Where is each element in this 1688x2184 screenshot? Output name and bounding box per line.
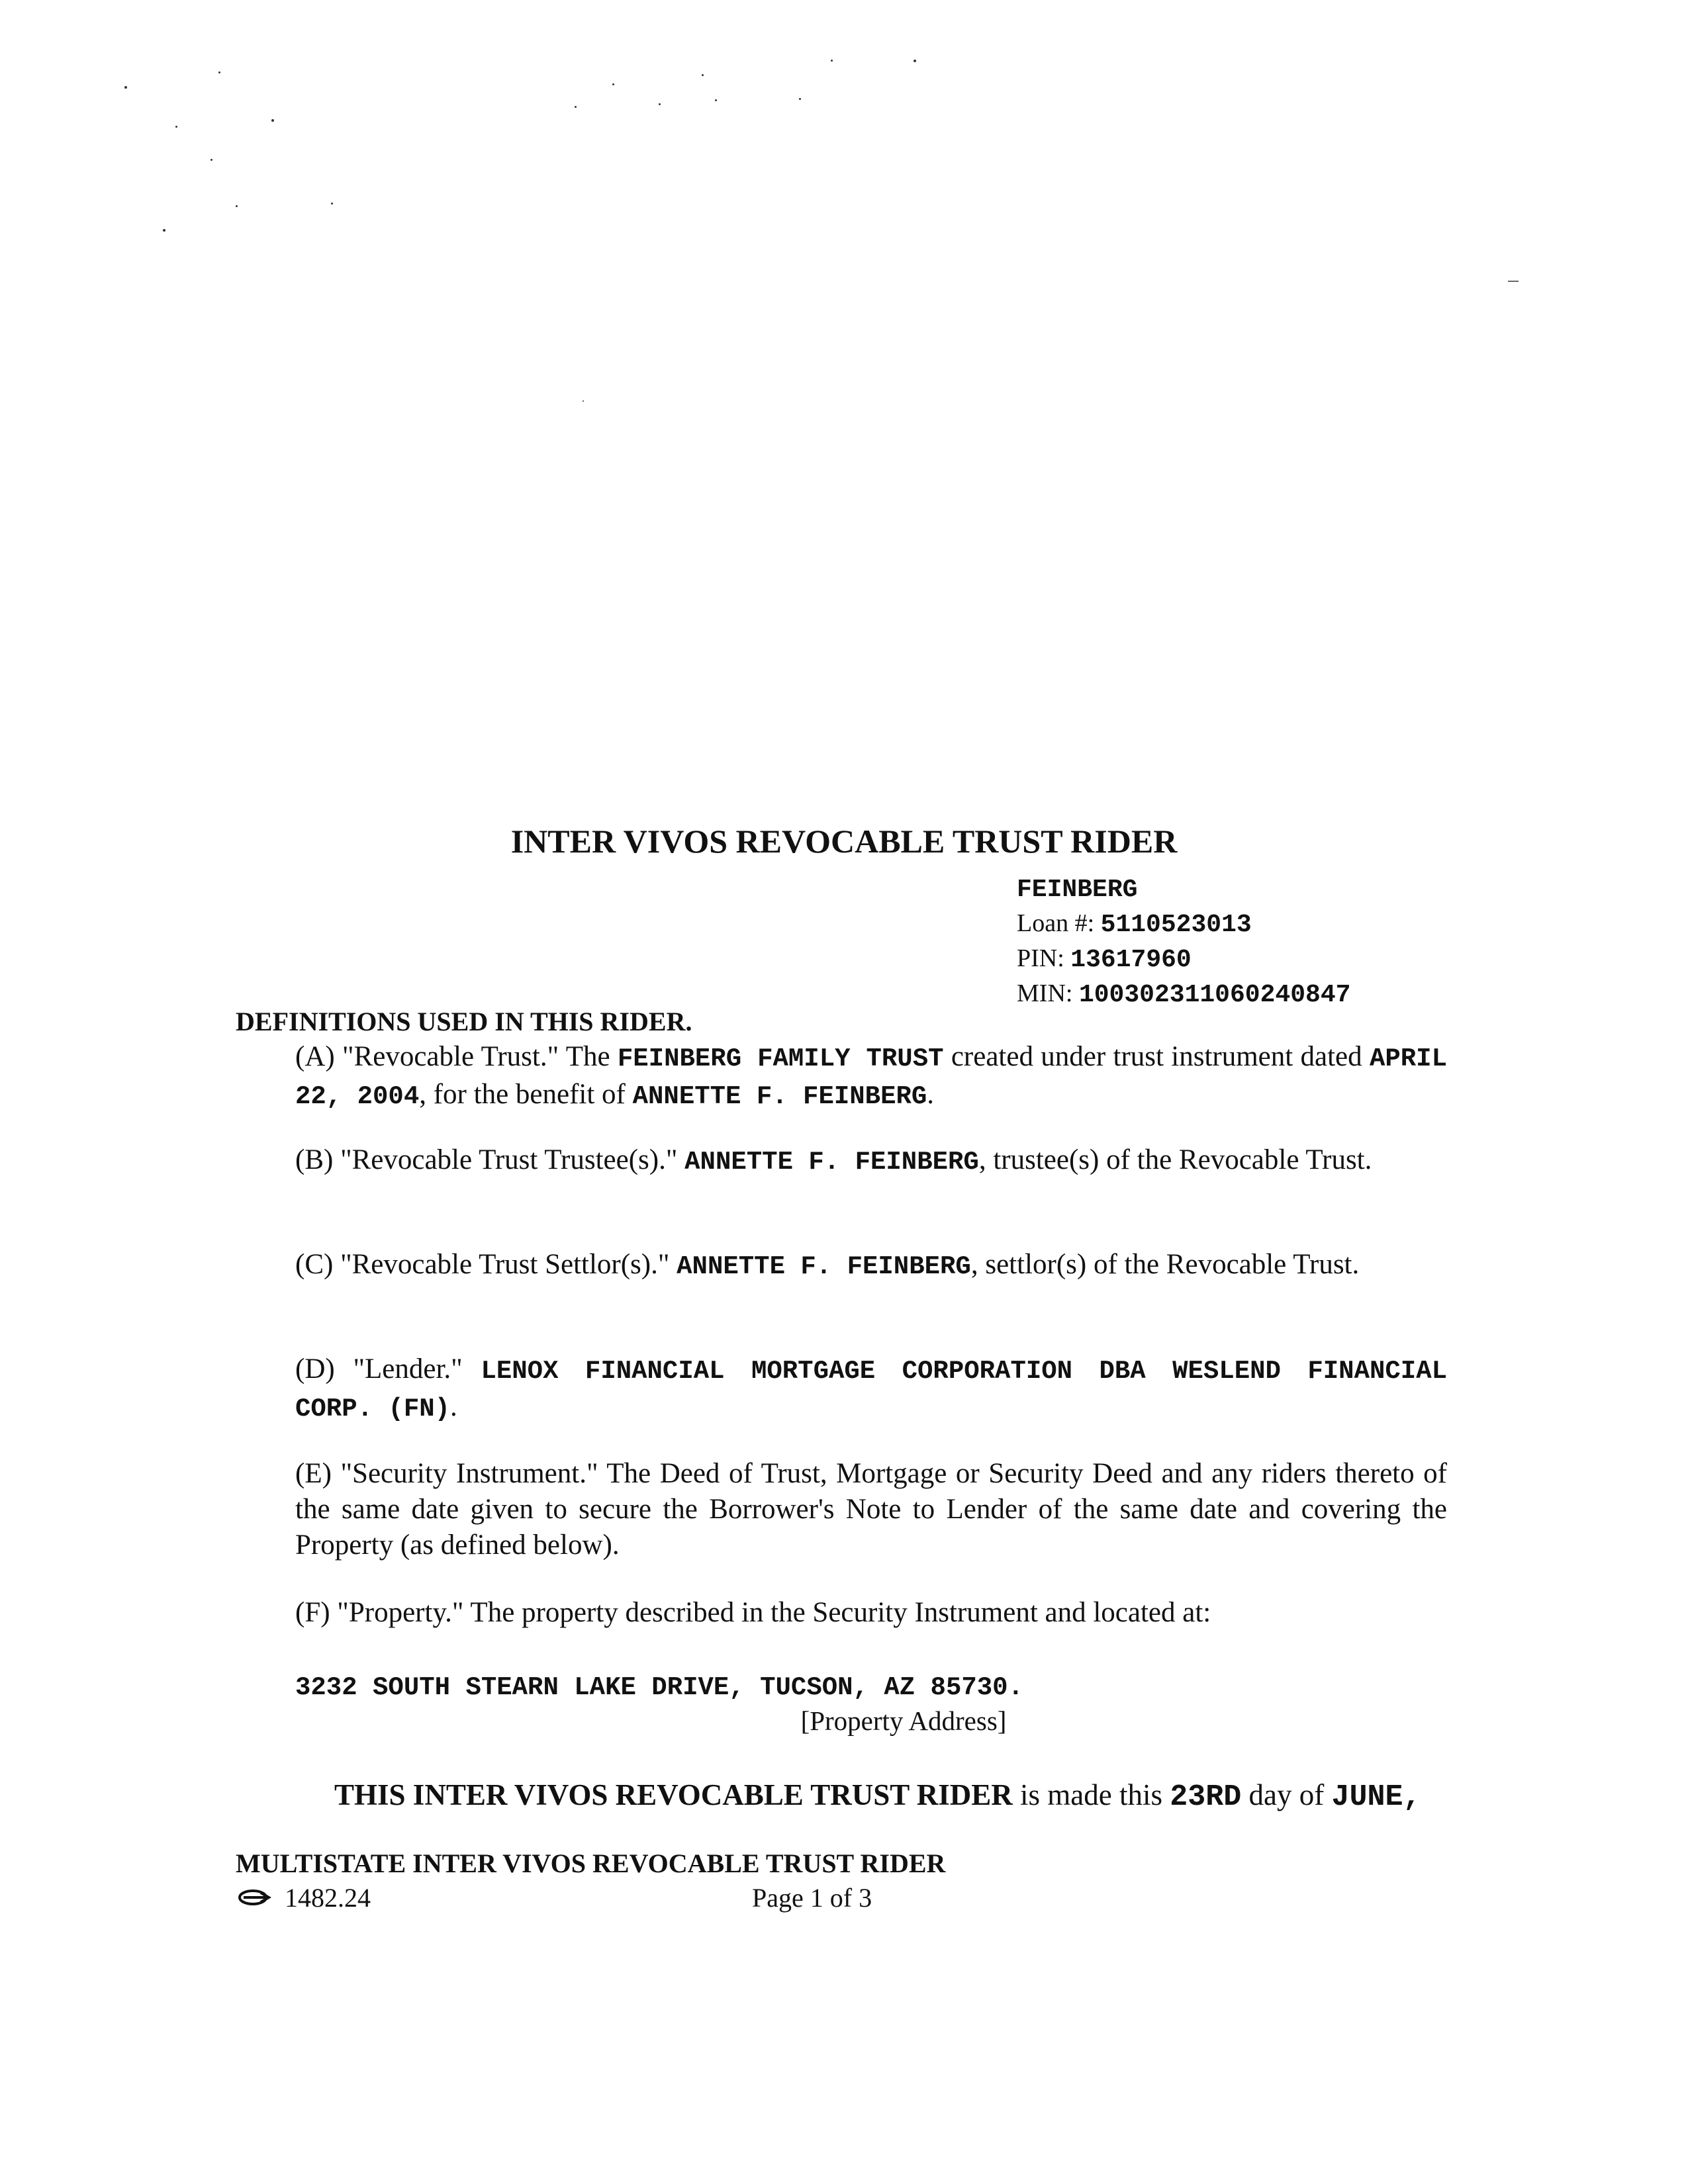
beneficiary-name: ANNETTE F. FEINBERG [632, 1082, 927, 1111]
loan-number-label: Loan #: [1017, 909, 1101, 937]
rider-made-mid: is made this [1012, 1778, 1170, 1811]
definition-c-suffix: , settlor(s) of the Revocable Trust. [970, 1249, 1360, 1280]
definition-d-prefix: (D) "Lender." [295, 1353, 481, 1385]
pin-line [1017, 942, 1350, 977]
definition-a [295, 1039, 1447, 1115]
pin-label: PIN: [1017, 944, 1071, 972]
rider-made-mid2: day of [1241, 1778, 1332, 1811]
definition-f: (F) "Property." The property described in the Security Instrument and located at: [295, 1597, 1211, 1628]
rider-made-line [334, 1778, 1421, 1814]
loan-number-value: 5110523013 [1100, 911, 1252, 939]
footer-form-title: MULTISTATE INTER VIVOS REVOCABLE TRUST RIDER [236, 1848, 946, 1878]
page-indicator: Page 1 of 3 [752, 1883, 872, 1913]
definitions-heading: DEFINITIONS USED IN THIS RIDER. [236, 1007, 692, 1036]
definition-a-prefix: (A) "Revocable Trust." The [295, 1041, 618, 1072]
definition-e: (E) "Security Instrument." The Deed of Trust, Mortgage or Security Deed and any riders thereto of the same date given to secure the Borrower's Note to Lender of the same date and covering the Property (as defined below). [295, 1458, 1447, 1561]
definition-a-suffix: . [927, 1079, 935, 1110]
property-address: 3232 SOUTH STEARN LAKE DRIVE, TUCSON, AZ 85730. [295, 1673, 1023, 1702]
document-title: INTER VIVOS REVOCABLE TRUST RIDER [510, 823, 1178, 860]
definition-b-prefix: (B) "Revocable Trust Trustee(s)." [295, 1144, 685, 1175]
definition-c-prefix: (C) "Revocable Trust Settlor(s)." [295, 1249, 677, 1280]
trust-date: APRIL 22, 2004 [295, 1044, 1447, 1111]
borrower-name: FEINBERG [1017, 876, 1138, 904]
definition-c [295, 1247, 1447, 1285]
min-label: MIN: [1017, 979, 1079, 1007]
form-number: 1482.24 [285, 1883, 371, 1913]
definition-a-mid: created under trust instrument dated [943, 1041, 1370, 1072]
trust-name: FEINBERG FAMILY TRUST [617, 1044, 944, 1073]
definition-b [295, 1142, 1447, 1180]
definition-d [295, 1351, 1447, 1427]
pin-value: 13617960 [1070, 946, 1192, 974]
loan-number-line [1017, 907, 1350, 942]
loan-reference-block [1017, 874, 1350, 1012]
property-address-caption: [Property Address] [800, 1706, 1007, 1736]
definition-b-suffix: , trustee(s) of the Revocable Trust. [978, 1144, 1372, 1175]
definition-d-suffix: . [450, 1391, 457, 1422]
form-logo-icon [238, 1889, 271, 1906]
definition-a-mid2: , for the benefit of [419, 1079, 633, 1110]
footer-row [236, 1882, 1030, 1915]
rider-made-title: THIS INTER VIVOS REVOCABLE TRUST RIDER [334, 1778, 1013, 1811]
lender-name: LENOX FINANCIAL MORTGAGE CORPORATION DBA WESLEND FINANCIAL CORP. (FN) [295, 1357, 1447, 1424]
rider-month: JUNE, [1331, 1780, 1421, 1814]
settlor-name: ANNETTE F. FEINBERG [677, 1252, 971, 1281]
min-value: 100302311060240847 [1078, 981, 1351, 1009]
rider-day: 23RD [1170, 1780, 1242, 1814]
min-line [1017, 977, 1350, 1012]
trustee-name: ANNETTE F. FEINBERG [684, 1148, 979, 1177]
